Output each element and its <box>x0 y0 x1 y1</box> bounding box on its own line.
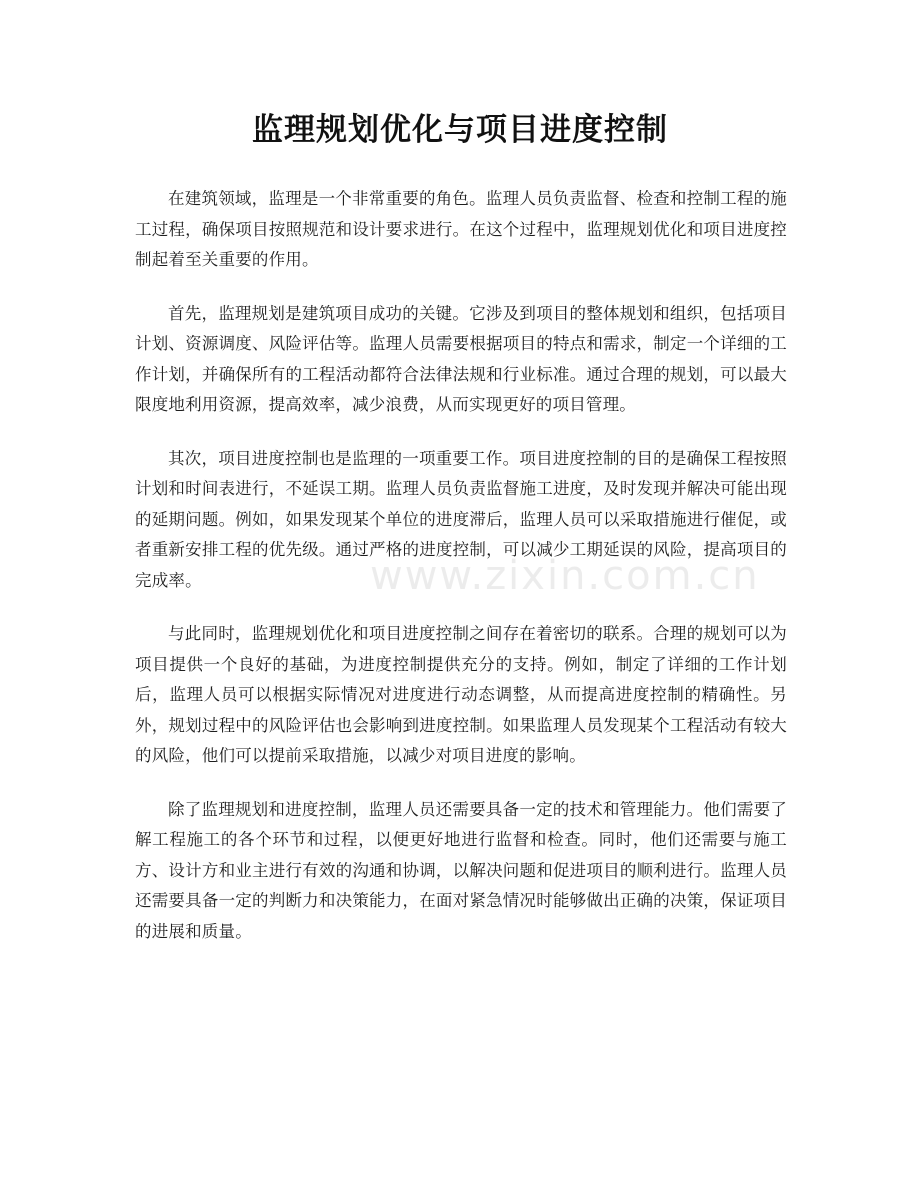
document-title: 监理规划优化与项目进度控制 <box>252 112 668 148</box>
document-body <box>135 184 787 970</box>
paragraph-5: 除了监理规划和进度控制，监理人员还需要具备一定的技术和管理能力。他们需要了解工程施工的各个环节和过程，以便更好地进行监督和检查。同时，他们还需要与施工方、设计方和业主进行有效的沟通和协调，以解决问题和促进项目的顺利进行。监理人员还需要具备一定的判断力和决策能力，在面对紧急情况时能够做出正确的决策，保证项目的进展和质量。 <box>135 799 787 941</box>
watermark: www.zixin.com.cn <box>370 553 760 599</box>
paragraph-3: 其次，项目进度控制也是监理的一项重要工作。项目进度控制的目的是确保工程按照计划和时间表进行，不延误工期。监理人员负责监督施工进度，及时发现并解决可能出现的延期问题。例如，如果发现某个单位的进度滞后，监理人员可以采取措施进行催促，或者重新安排工程的优先级。通过严格的进度控制，可以减少工期延误的风险，提高项目的完成率。 <box>135 448 787 590</box>
paragraph-2: 首先，监理规划是建筑项目成功的关键。它涉及到项目的整体规划和组织，包括项目计划、资源调度、风险评估等。监理人员需要根据项目的特点和需求，制定一个详细的工作计划，并确保所有的工程活动都符合法律法规和行业标准。通过合理的规划，可以最大限度地利用资源，提高效率，减少浪费，从而实现更好的项目管理。 <box>135 303 787 414</box>
paragraph-1: 在建筑领域，监理是一个非常重要的角色。监理人员负责监督、检查和控制工程的施工过程，确保项目按照规范和设计要求进行。在这个过程中，监理规划优化和项目进度控制起着至关重要的作用。 <box>135 189 787 269</box>
paragraph-4: 与此同时，监理规划优化和项目进度控制之间存在着密切的联系。合理的规划可以为项目提供一个良好的基础，为进度控制提供充分的支持。例如，制定了详细的工作计划后，监理人员可以根据实际情况对进度进行动态调整，从而提高进度控制的精确性。另外，规划过程中的风险评估也会影响到进度控制。如果监理人员发现某个工程活动有较大的风险，他们可以提前采取措施，以减少对项目进度的影响。 <box>135 624 787 765</box>
